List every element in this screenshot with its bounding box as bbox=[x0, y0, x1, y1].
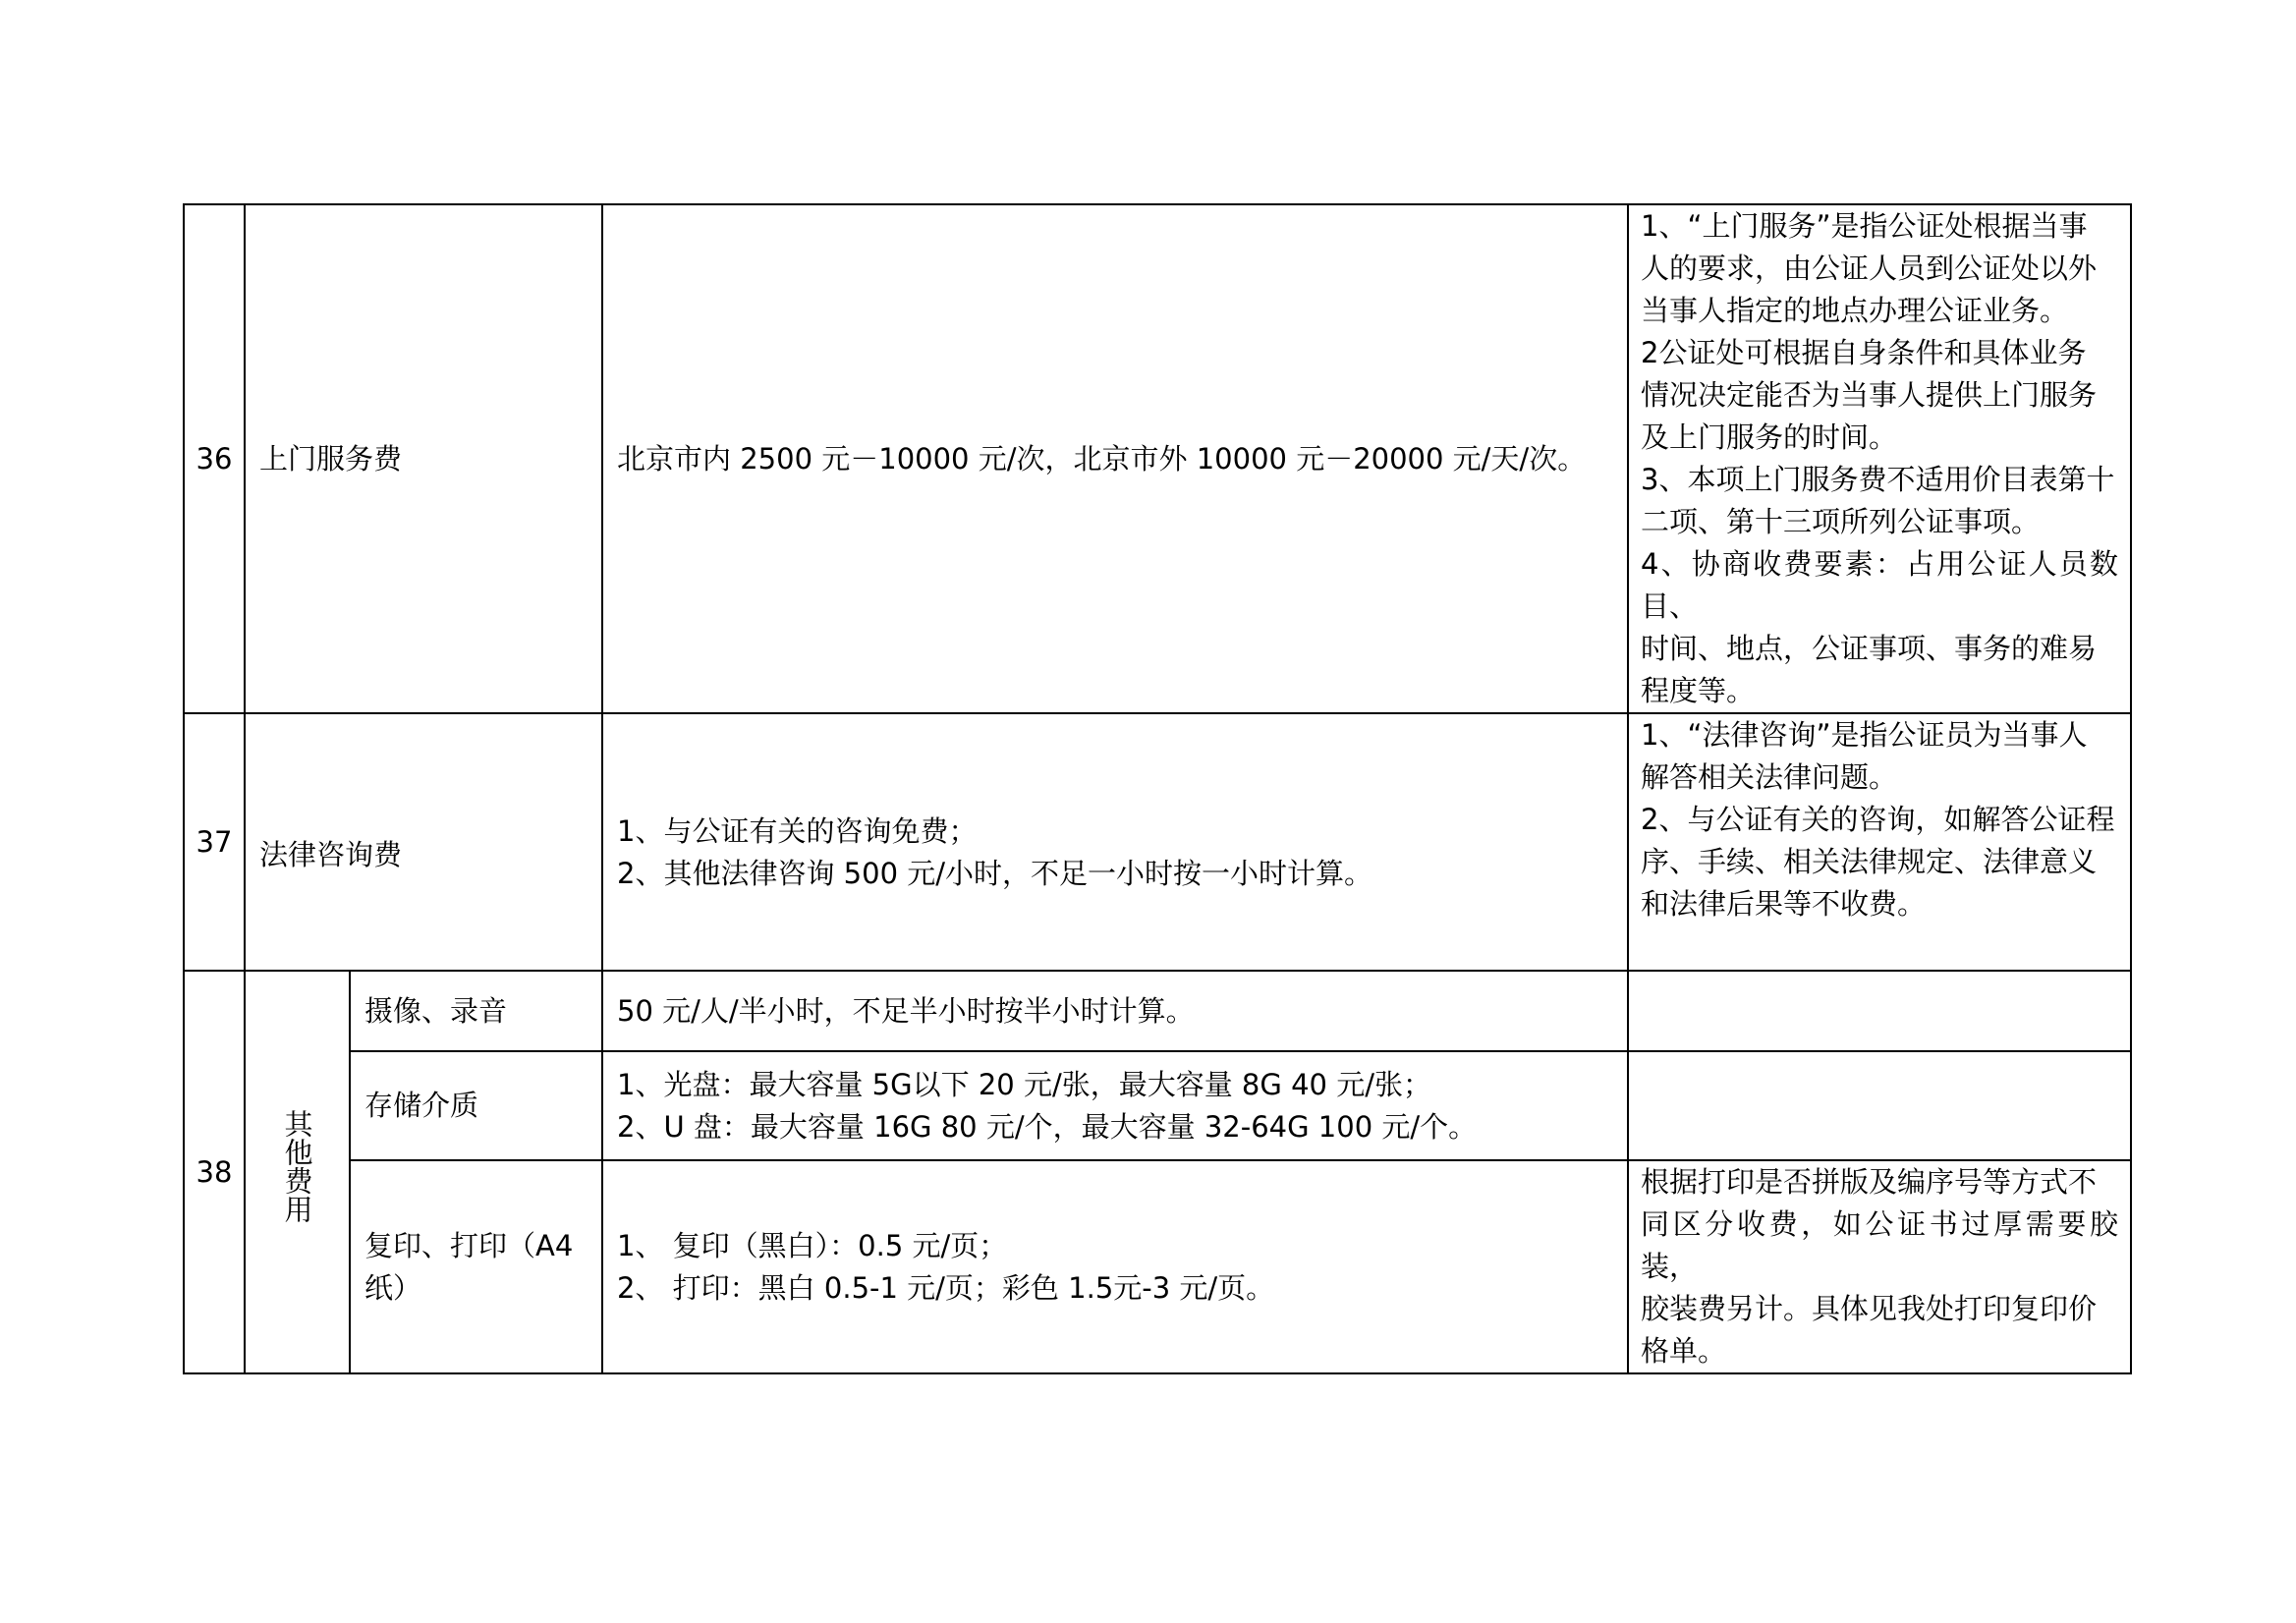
fee-table bbox=[183, 203, 2132, 1374]
fee-standard bbox=[602, 713, 1628, 971]
fee-standard bbox=[602, 1051, 1628, 1160]
fee-note-line: 3、本项上门服务费不适用价目表第十 bbox=[1641, 463, 2115, 496]
fee-standard-line: 50 元/人/半小时，不足半小时按半小时计算。 bbox=[617, 993, 1195, 1028]
fee-standard bbox=[602, 204, 1628, 713]
table-row bbox=[184, 713, 2131, 971]
fee-note bbox=[1628, 1160, 2131, 1373]
fee-note-line: 二项、第十三项所列公证事项。 bbox=[1641, 505, 2041, 538]
fee-subitem-name-line: 复印、打印（A4 bbox=[364, 1228, 574, 1262]
fee-category: 其他费用 bbox=[280, 1109, 314, 1223]
fee-note bbox=[1628, 204, 2131, 713]
fee-note-line: 和法律后果等不收费。 bbox=[1641, 887, 1927, 921]
fee-note-line: 1、“法律咨询”是指公证员为当事人 bbox=[1641, 718, 2088, 752]
row-number: 38 bbox=[184, 971, 245, 1373]
fee-note-line: 格单。 bbox=[1641, 1334, 1727, 1368]
fee-note-line: 胶装费另计。具体见我处打印复印价 bbox=[1641, 1292, 2098, 1325]
fee-standard-line: 2、 打印：黑白 0.5-1 元/页；彩色 1.5元-3 元/页。 bbox=[617, 1270, 1275, 1305]
table-row bbox=[184, 204, 2131, 713]
fee-standard-line: 1、 复印（黑白）：0.5 元/页； bbox=[617, 1228, 1008, 1262]
fee-note-line: 及上门服务的时间。 bbox=[1641, 420, 1898, 454]
fee-standard-line: 1、与公证有关的咨询免费； bbox=[617, 814, 978, 848]
fee-standard-line: 北京市内 2500 元－10000 元/次，北京市外 10000 元－20000 元/天/次。 bbox=[617, 441, 1587, 476]
fee-note-line: 解答相关法律问题。 bbox=[1641, 760, 1898, 794]
fee-note-line: 根据打印是否拼版及编序号等方式不 bbox=[1641, 1165, 2098, 1199]
table-row bbox=[184, 1160, 2131, 1373]
fee-note-line: 人的要求，由公证人员到公证处以外 bbox=[1641, 252, 2098, 285]
fee-standard-line: 1、光盘：最大容量 5G以下 20 元/张，最大容量 8G 40 元/张； bbox=[617, 1067, 1431, 1101]
fee-note-line: 时间、地点，公证事项、事务的难易 bbox=[1641, 632, 2098, 665]
fee-note bbox=[1628, 713, 2131, 971]
fee-standard-line: 2、其他法律咨询 500 元/小时，不足一小时按一小时计算。 bbox=[617, 857, 1373, 890]
table-row bbox=[184, 971, 2131, 1051]
fee-subitem-name-line: 纸） bbox=[364, 1270, 422, 1305]
fee-note-line: 2公证处可根据自身条件和具体业务 bbox=[1641, 336, 2087, 369]
fee-item-name: 上门服务费 bbox=[245, 204, 602, 713]
fee-note-line: 情况决定能否为当事人提供上门服务 bbox=[1641, 378, 2098, 412]
fee-standard bbox=[602, 1160, 1628, 1373]
row-number: 36 bbox=[184, 204, 245, 713]
fee-subitem-name bbox=[350, 1160, 602, 1373]
fee-note bbox=[1628, 971, 2131, 1051]
fee-note-line: 1、“上门服务”是指公证处根据当事 bbox=[1641, 209, 2088, 243]
fee-note bbox=[1628, 1051, 2131, 1160]
fee-note-line: 程度等。 bbox=[1641, 674, 1756, 707]
fee-note-line: 当事人指定的地点办理公证业务。 bbox=[1641, 294, 2069, 327]
fee-subitem-name: 摄像、录音 bbox=[350, 971, 602, 1051]
fee-category-cell bbox=[245, 971, 350, 1373]
fee-note-line: 序、手续、相关法律规定、法律意义 bbox=[1641, 845, 2098, 878]
fee-standard bbox=[602, 971, 1628, 1051]
fee-subitem-name: 存储介质 bbox=[350, 1051, 602, 1160]
row-number: 37 bbox=[184, 713, 245, 971]
table-row bbox=[184, 1051, 2131, 1160]
fee-standard-line: 2、U 盘：最大容量 16G 80 元/个，最大容量 32-64G 100 元/个。 bbox=[617, 1109, 1478, 1144]
fee-note-line: 同区分收费，如公证书过厚需要胶装， bbox=[1641, 1207, 2119, 1283]
fee-note-line: 2、与公证有关的咨询，如解答公证程 bbox=[1641, 803, 2115, 836]
fee-item-name: 法律咨询费 bbox=[245, 713, 602, 971]
fee-note-line: 4、协商收费要素：占用公证人员数目、 bbox=[1641, 547, 2119, 623]
